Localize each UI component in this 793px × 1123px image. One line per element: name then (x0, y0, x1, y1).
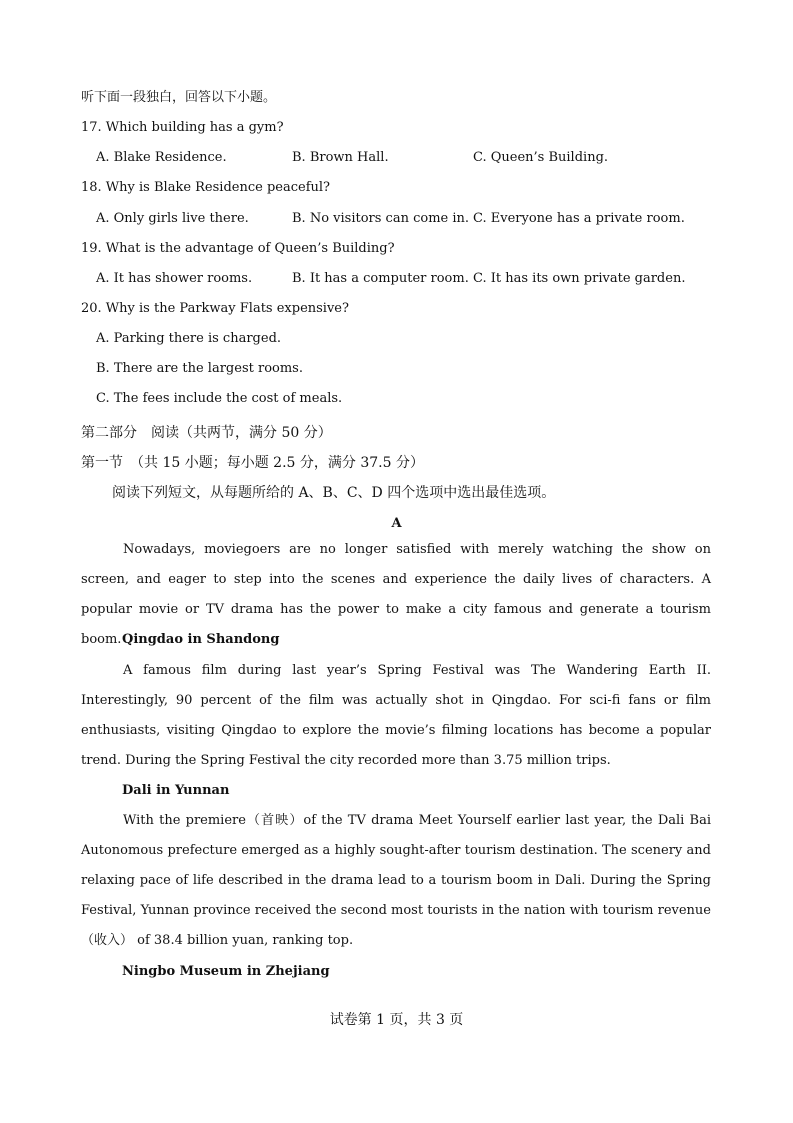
question-18-option-c: C. Everyone has a private room. (473, 211, 685, 226)
section-heading-ningbo: Ningbo Museum in Zhejiang (122, 964, 330, 979)
passage-intro-text: Nowadays, moviegoers are no longer satisfied with merely watching the show on screen, and eager to step into the scenes and experience the daily lives of characters. A popular movie or TV drama has the power to make a city famous and generate a tourism boom. (81, 542, 711, 647)
section-text-qingdao (81, 656, 711, 776)
reading-part-title: 第二部分 阅读（共两节，满分 50 分） (81, 425, 332, 441)
section-text-dali-body: With the premiere（首映）of the TV drama Meet Yourself earlier last year, the Dali Bai Autonomous prefecture emerged as a highly sought-after tourism destination. The scenery and relaxing pace of life described in the drama lead to a tourism boom in Dali. During the Spring Festival, Yunnan province received the second most tourists in the nation with tourism revenue（收入） of 38.4 billion yuan, ranking top. (81, 813, 711, 948)
question-17-option-b: B. Brown Hall. (292, 150, 389, 165)
question-17-option-c: C. Queen’s Building. (473, 150, 609, 165)
question-20-option-b: B. There are the largest rooms. (96, 361, 303, 376)
reading-section-title: 第一节 （共 15 小题；每小题 2.5 分，满分 37.5 分） (81, 455, 424, 471)
question-17-stem: 17. Which building has a gym? (81, 120, 284, 135)
question-18-option-a: A. Only girls live there. (96, 211, 249, 226)
section-text-dali (81, 806, 711, 956)
page-footer: 试卷第 1 页，共 3 页 (329, 1012, 464, 1028)
question-19-option-b: B. It has a computer room. (292, 271, 469, 286)
question-18-option-b: B. No visitors can come in. (292, 211, 470, 226)
section-text-qingdao-body: A famous film during last year’s Spring Festival was The Wandering Earth II. Interestingly, 90 percent of the film was actually shot in Qingdao. For sci-fi fans or film enthusiasts, visiting Qingdao to explore the movie’s filming locations has become a popular trend. During the Spring Festival the city recorded more than 3.75 million trips. (81, 663, 711, 768)
section-heading-dali: Dali in Yunnan (122, 783, 230, 798)
listening-instruction: 听下面一段独白，回答以下小题。 (81, 90, 277, 105)
question-20-stem: 20. Why is the Parkway Flats expensive? (81, 301, 349, 316)
reading-instruction: 阅读下列短文，从每题所给的 A、B、C、D 四个选项中选出最佳选项。 (112, 485, 556, 501)
question-19-option-a: A. It has shower rooms. (96, 271, 253, 286)
question-20-option-a: A. Parking there is charged. (96, 331, 282, 346)
question-19-stem: 19. What is the advantage of Queen’s Building? (81, 241, 395, 256)
question-19-option-c: C. It has its own private garden. (473, 271, 686, 286)
question-17-option-a: A. Blake Residence. (96, 150, 227, 165)
question-18-stem: 18. Why is Blake Residence peaceful? (81, 180, 330, 195)
passage-label: A (391, 516, 402, 531)
section-heading-qingdao: Qingdao in Shandong (122, 632, 280, 647)
question-20-option-c: C. The fees include the cost of meals. (96, 391, 343, 406)
